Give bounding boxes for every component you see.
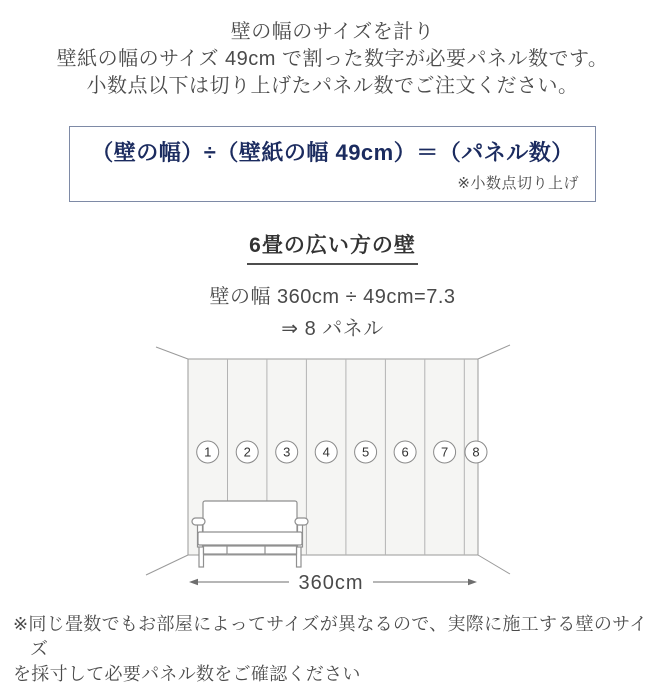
corner-line-top-right — [478, 345, 510, 359]
panel-number-label: 2 — [243, 444, 251, 460]
bench-under-rail — [204, 546, 297, 554]
corner-line-bottom-left — [146, 555, 188, 575]
wall-diagram — [0, 341, 665, 601]
intro-line-2: 壁紙の幅のサイズ 49cm で割った数字が必要パネル数です。 — [56, 48, 609, 70]
arrowhead-left-icon — [189, 579, 198, 585]
panel-number-circle — [465, 441, 487, 463]
footnote-line-2: を採寸して必要パネル数をご確認ください — [13, 664, 361, 684]
panel-number-label: 4 — [322, 444, 330, 460]
intro-line-3: 小数点以下は切り上げたパネル数でご注文ください。 — [86, 75, 579, 97]
panel-number-circle — [355, 441, 377, 463]
bench-left-arm-cap — [192, 518, 205, 525]
bench-right-arm-cap — [295, 518, 308, 525]
formula-text: （壁の幅）÷（壁紙の幅 49cm）＝（パネル数） — [91, 140, 574, 165]
formula-note: ※小数点切り上げ — [457, 175, 579, 192]
width-label: 360cm — [298, 572, 364, 594]
arrowhead-right-icon — [468, 579, 477, 585]
panel-number-circle — [315, 441, 337, 463]
formula-box — [69, 126, 596, 202]
panel-number-circle — [434, 441, 456, 463]
footnote-line-1: ※同じ畳数でもお部屋によってサイズが異なるので、実際に施工する壁のサイズ — [13, 614, 648, 659]
footnote — [13, 612, 655, 687]
example-title-text: 6畳の広い方の壁 — [247, 229, 418, 265]
panel-number-circle — [197, 441, 219, 463]
corner-line-bottom-right — [478, 555, 510, 574]
intro-text — [0, 19, 665, 100]
bench-backrest — [203, 501, 297, 536]
example-result: ⇒ 8 パネル — [281, 318, 384, 340]
bench-seat — [198, 532, 302, 545]
corner-line-top-left — [156, 347, 188, 359]
panel-number-circle — [394, 441, 416, 463]
panel-number-label: 8 — [472, 444, 480, 460]
panel-number-label: 7 — [440, 444, 449, 460]
panel-number-label: 5 — [361, 444, 370, 460]
panel-number-label: 1 — [204, 444, 212, 460]
example-calculation: 壁の幅 360cm ÷ 49cm=7.3 — [209, 286, 456, 308]
bench-right-leg — [297, 545, 302, 567]
panel-number-circle — [236, 441, 258, 463]
bench-illustration — [192, 501, 308, 567]
panel-number-label: 6 — [401, 444, 409, 460]
panel-number-label: 3 — [283, 444, 291, 460]
panel-number-circle — [276, 441, 298, 463]
bench-left-leg — [199, 545, 204, 567]
example-section-title — [0, 229, 665, 265]
intro-line-1: 壁の幅のサイズを計り — [230, 21, 435, 43]
